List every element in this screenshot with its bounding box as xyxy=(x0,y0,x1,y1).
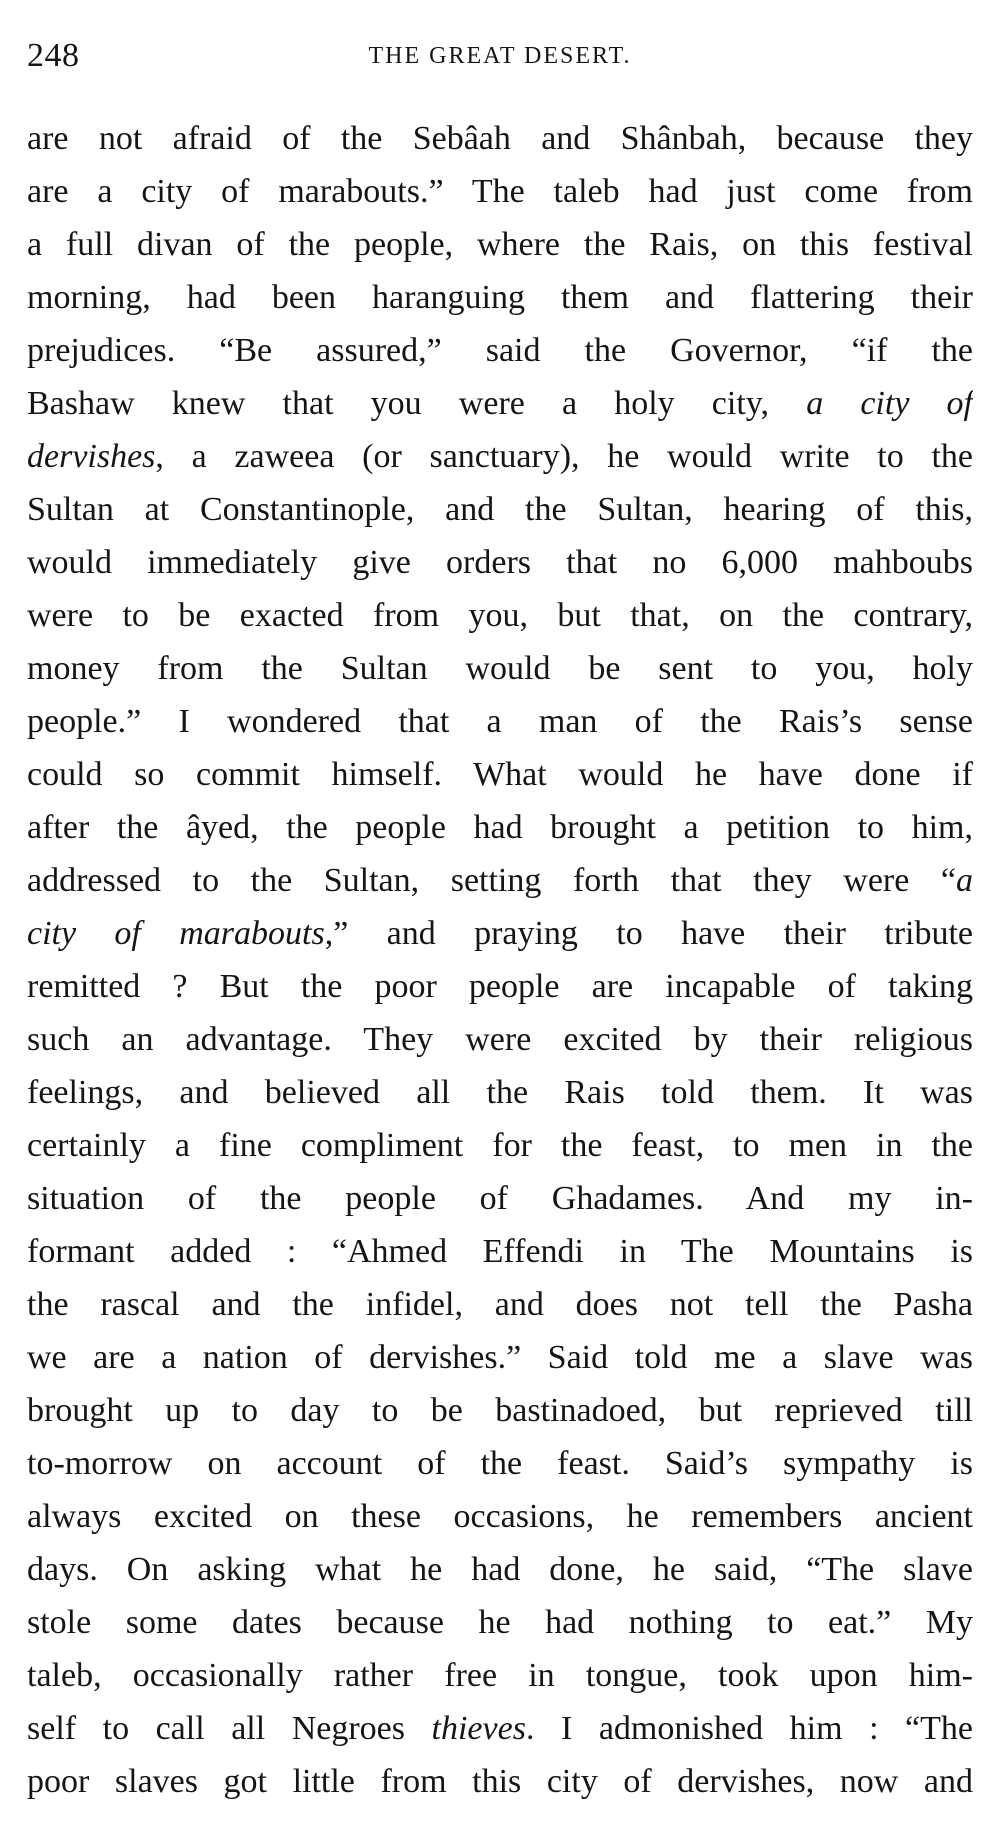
italic-segment: thieves xyxy=(431,1710,526,1747)
italic-segment: dervishes xyxy=(27,438,156,475)
text-segment: brought up to day to be bastinadoed, but reprieved till xyxy=(27,1392,973,1429)
text-segment: always excited on these occasions, he remembers ancient xyxy=(27,1498,973,1535)
text-segment: Sultan at Constantinople, and the Sultan, hearing of this, xyxy=(27,491,973,528)
text-segment: remitted ? But the poor people are incapable of taking xyxy=(27,968,973,1005)
text-line xyxy=(27,377,973,430)
text-segment: money from the Sultan would be sent to you, holy xyxy=(27,650,973,687)
text-line xyxy=(27,1119,973,1172)
text-line xyxy=(27,112,973,165)
text-segment: we are a nation of dervishes.” Said told me a slave was xyxy=(27,1339,973,1376)
text-segment: days. On asking what he had done, he said, “The slave xyxy=(27,1551,973,1588)
text-line xyxy=(27,1278,973,1331)
text-line xyxy=(27,271,973,324)
text-segment: the rascal and the infidel, and does not tell the Pasha xyxy=(27,1286,973,1323)
text-line xyxy=(27,536,973,589)
text-line xyxy=(27,1384,973,1437)
text-segment: were to be exacted from you, but that, on the contrary, xyxy=(27,597,973,634)
text-line xyxy=(27,483,973,536)
text-line xyxy=(27,1702,973,1755)
italic-segment: city of marabouts xyxy=(27,915,325,952)
text-segment: a full divan of the people, where the Rais, on this festival xyxy=(27,226,973,263)
text-segment: feelings, and believed all the Rais told them. It was xyxy=(27,1074,973,1111)
text-line xyxy=(27,1649,973,1702)
text-line xyxy=(27,960,973,1013)
text-segment: could so commit himself. What would he have done if xyxy=(27,756,973,793)
text-line xyxy=(27,1596,973,1649)
text-segment: such an advantage. They were excited by their religious xyxy=(27,1021,973,1058)
text-line xyxy=(27,801,973,854)
text-line xyxy=(27,748,973,801)
text-line xyxy=(27,1225,973,1278)
text-segment: are not afraid of the Sebâah and Shânbah, because they xyxy=(27,120,973,157)
text-segment: self to call all Negroes xyxy=(27,1710,432,1747)
text-segment: are a city of marabouts.” The taleb had just come from xyxy=(27,173,973,210)
text-segment: prejudices. “Be assured,” said the Governor, “if the xyxy=(27,332,973,369)
running-title: THE GREAT DESERT. xyxy=(368,43,632,69)
text-line xyxy=(27,589,973,642)
text-line xyxy=(27,642,973,695)
text-line xyxy=(27,430,973,483)
text-segment: after the âyed, the people had brought a petition to him, xyxy=(27,809,973,846)
body-text xyxy=(27,112,973,1808)
text-line xyxy=(27,1172,973,1225)
text-segment: , a zaweea (or sanctuary), he would write to the xyxy=(155,438,973,475)
text-line xyxy=(27,695,973,748)
text-segment: formant added : “Ahmed Effendi in The Mountains is xyxy=(27,1233,973,1270)
text-segment: morning, had been haranguing them and flattering their xyxy=(27,279,973,316)
text-segment: poor slaves got little from this city of dervishes, now and xyxy=(27,1763,973,1800)
text-segment: people.” I wondered that a man of the Rais’s sense xyxy=(27,703,973,740)
text-line xyxy=(27,1331,973,1384)
text-line xyxy=(27,1013,973,1066)
text-segment: Bashaw knew that you were a holy city, xyxy=(27,385,807,422)
text-line xyxy=(27,907,973,960)
text-segment: stole some dates because he had nothing to eat.” My xyxy=(27,1604,973,1641)
text-segment: would immediately give orders that no 6,000 mahboubs xyxy=(27,544,973,581)
text-segment: addressed to the Sultan, setting forth that they were “ xyxy=(27,862,956,899)
text-line xyxy=(27,1755,973,1808)
italic-segment: a xyxy=(956,862,973,899)
text-line xyxy=(27,1437,973,1490)
text-segment: to-morrow on account of the feast. Said’s sympathy is xyxy=(27,1445,973,1482)
text-line xyxy=(27,165,973,218)
text-line xyxy=(27,218,973,271)
text-line xyxy=(27,1490,973,1543)
text-line xyxy=(27,854,973,907)
text-line xyxy=(27,1543,973,1596)
text-segment: certainly a fine compliment for the feast, to men in the xyxy=(27,1127,973,1164)
running-head xyxy=(27,36,973,76)
text-segment: taleb, occasionally rather free in tongue, took upon him- xyxy=(27,1657,973,1694)
text-line xyxy=(27,1066,973,1119)
page-number: 248 xyxy=(27,37,80,74)
text-segment: situation of the people of Ghadames. And my in- xyxy=(27,1180,973,1217)
text-line xyxy=(27,324,973,377)
italic-segment: a city of xyxy=(806,385,973,422)
text-segment: . I admonished him : “The xyxy=(525,1710,973,1747)
text-segment: ,” and praying to have their tribute xyxy=(324,915,973,952)
